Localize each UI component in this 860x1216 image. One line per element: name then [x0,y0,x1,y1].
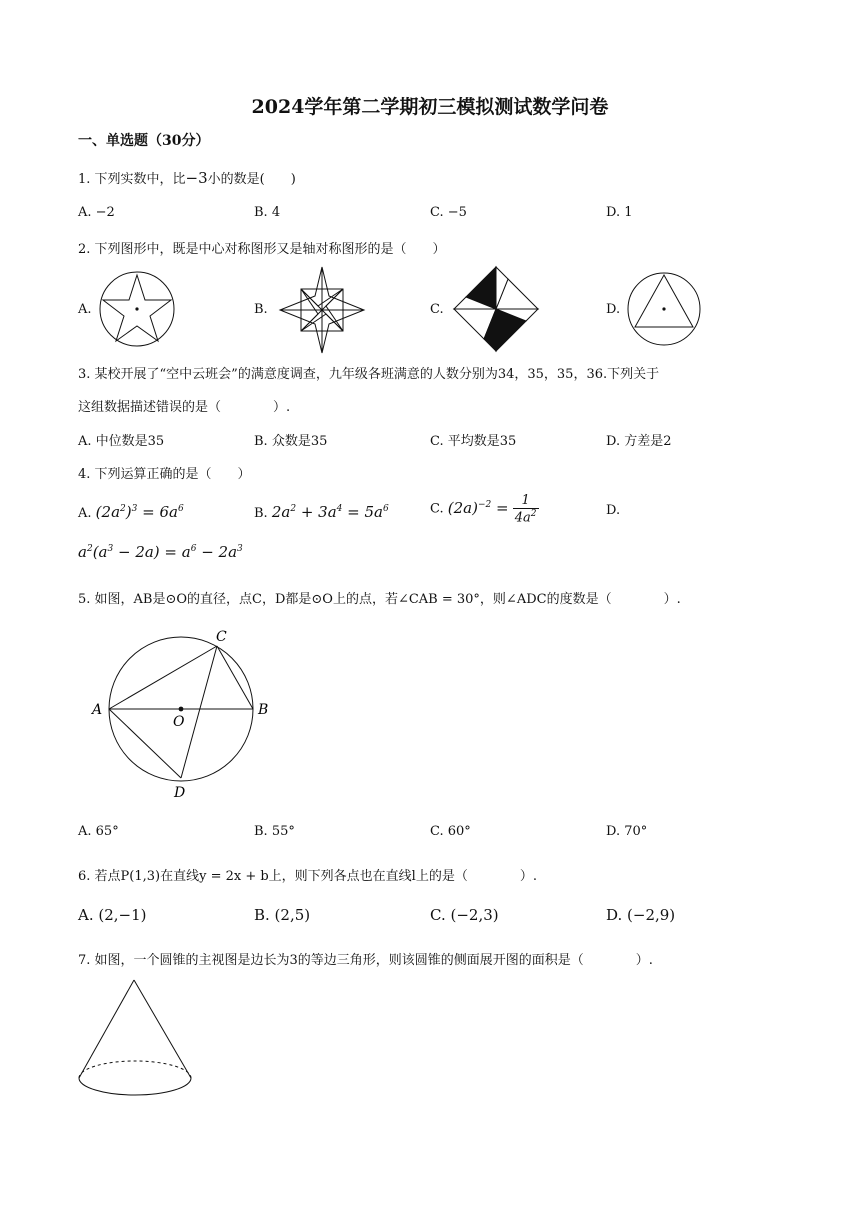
q4-label-a: A. [78,506,92,521]
question-3-stem-line1: 3. 某校开展了“空中云班会”的满意度调查，九年级各班满意的人数分别为34，35，35，36.下列关于 [78,367,660,382]
q2-option-b-label[interactable]: B. [254,302,268,317]
q3-option-b[interactable]: B. 众数是35 [254,434,328,449]
q4-expr-a: $(2a^2)^3 = 6a^6$ [95,503,184,521]
q6-option-d[interactable]: D. (−2,9) [606,906,676,924]
q3-option-d[interactable]: D. 方差是2 [606,434,672,449]
q4-option-d[interactable] [78,543,243,561]
q1-option-b[interactable]: B. 4 [254,205,281,220]
q2-figure-a-star-circle [98,272,178,348]
q2-option-a-label[interactable]: A. [78,302,92,317]
question-2-stem: 2. 下列图形中，既是中心对称图形又是轴对称图形的是（ ） [78,242,446,257]
q1-option-c[interactable]: C. −5 [430,205,467,220]
q4-option-b[interactable] [254,503,389,521]
q2-figure-d-triangle-circle [626,272,706,348]
question-1-stem [78,168,296,187]
question-7-stem: 7. 如图，一个圆锥的主视图是边长为3的等边三角形，则该圆锥的侧面展开图的面积是（ ）. [78,953,653,968]
q4-option-c[interactable] [430,493,539,525]
q6-option-b[interactable]: B. (2,5) [254,906,311,924]
question-4-stem: 4. 下列运算正确的是（ ） [78,467,251,482]
q5-option-a[interactable]: A. 65° [78,824,119,839]
q4-fraction-c: $\frac{1}{4a^2}$ [514,493,537,526]
q1-option-a[interactable]: A. −2 [78,205,115,220]
q4-expr-d: $a^2(a^3 - 2a) = a^6 - 2a^3$ [78,543,243,561]
q1-option-d[interactable]: D. 1 [606,205,633,220]
q5-option-d[interactable]: D. 70° [606,824,648,839]
q7-cone-figure [76,978,196,1102]
q5-circle-figure [88,625,278,805]
q6-option-a[interactable]: A. (2,−1) [78,906,147,924]
q6-option-c[interactable]: C. (−2,3) [430,906,499,924]
question-3-stem-line2: 这组数据描述错误的是（ ）. [78,400,291,415]
question-6-stem: 6. 若点P(1,3)在直线y = 2x + b上，则下列各点也在直线l上的是（ ）. [78,869,537,884]
q2-figure-c-pinwheel [450,264,542,354]
question-5-stem: 5. 如图，AB是⊙O的直径，点C，D都是⊙O上的点，若∠CAB = 30°，则∠ADC的度数是（ ）. [78,592,681,607]
q3-option-c[interactable]: C. 平均数是35 [430,434,517,449]
q4-expr-b: $2a^2 + 3a^4 = 5a^6$ [271,503,389,521]
q2-option-c-label[interactable]: C. [430,302,444,317]
q5-option-c[interactable]: C. 60° [430,824,471,839]
q5-point-b-label: B [258,702,269,718]
q4-expr-c: $(2a)^{-2}$ = [447,498,509,517]
q2-option-d-label[interactable]: D. [606,302,621,317]
q5-point-c-label: C [216,629,227,645]
q1-stem-b: 小的数是( ) [207,172,296,187]
q5-option-b[interactable]: B. 55° [254,824,295,839]
q4-option-d-label[interactable]: D. [606,503,621,518]
q5-point-o-label: O [173,714,185,730]
q4-label-b: B. [254,506,268,521]
page-title: 2024学年第二学期初三模拟测试数学问卷 [251,96,609,118]
q2-figure-b-compass-star [274,266,370,354]
q1-stem-a: 1. 下列实数中，比 [78,172,186,187]
q5-point-d-label: D [174,785,186,801]
section-heading: 一、单选题（30分） [78,133,210,149]
q4-label-c: C. [430,501,444,517]
q3-option-a[interactable]: A. 中位数是35 [78,434,165,449]
q5-point-a-label: A [92,702,103,718]
q4-option-a[interactable] [78,503,184,521]
q1-stem-num: −3 [185,169,208,187]
